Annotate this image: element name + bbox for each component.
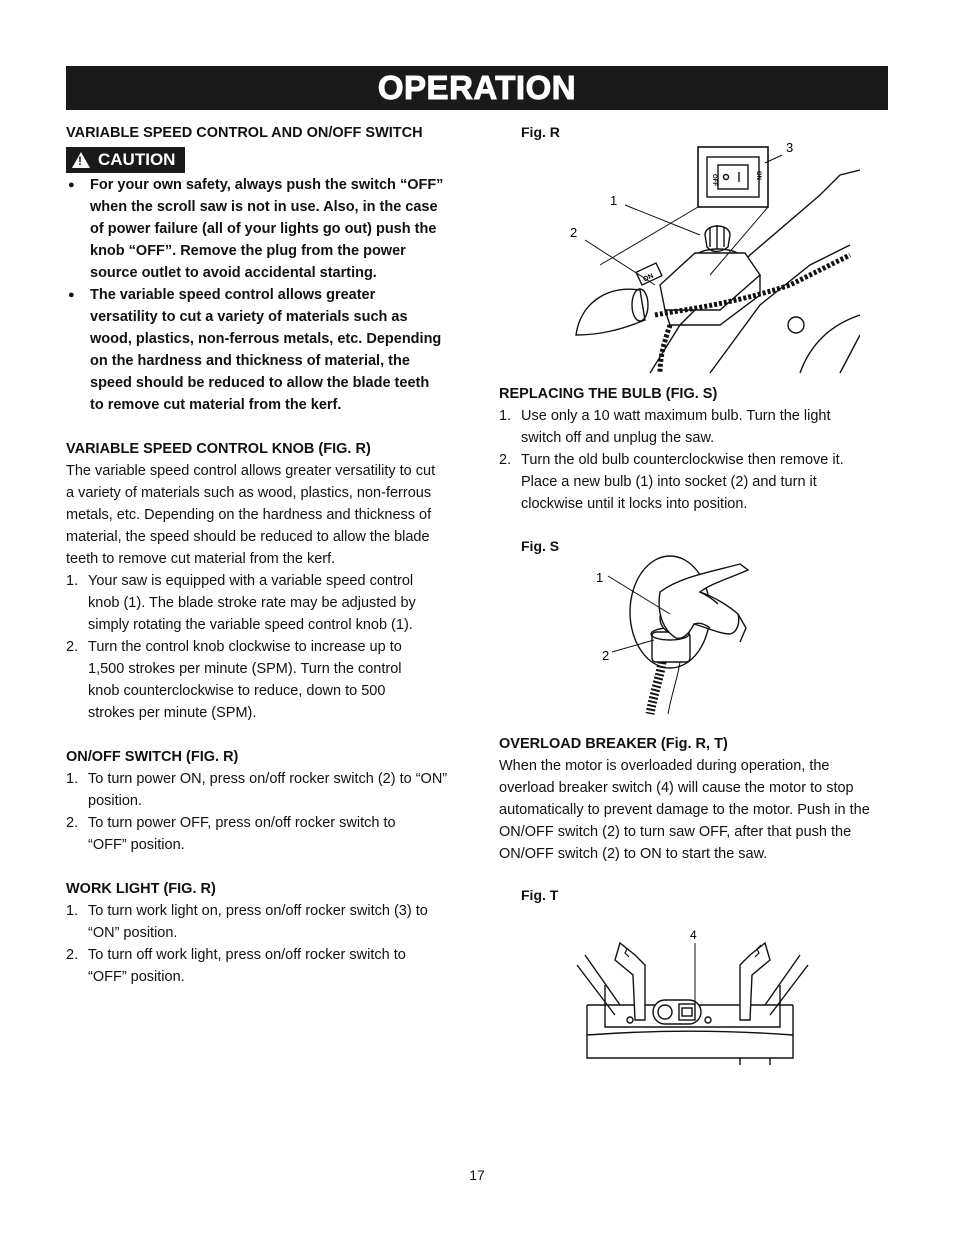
list-item: 1. To turn power ON, press on/off rocker switch (2) to “ON” position. — [66, 768, 458, 812]
section-heading: ON/OFF SWITCH (FIG. R) — [66, 749, 239, 765]
list-item-text: To turn power ON, press on/off rocker switch (2) to “ON” position. — [88, 771, 448, 809]
list-item-text: To turn work light on, press on/off rocker switch (3) to “ON” position. — [88, 903, 428, 941]
list-item-text: Turn the old bulb counterclockwise then remove it. Place a new bulb (1) into socket (2) and turn it clockwise until it locks into position. — [521, 452, 844, 512]
callout-2: 2 — [570, 225, 578, 240]
page-number: 17 — [469, 1167, 485, 1183]
list-item: 2. Turn the control knob clockwise to increase up to 1,500 strokes per minute (SPM). Turn the control knob counterclockwise to reduce, down to 500 strokes per minute (SPM). — [66, 636, 458, 724]
bullet-icon: ● — [68, 289, 75, 301]
list-item-text: To turn power OFF, press on/off rocker switch to “OFF” position. — [88, 815, 396, 853]
overload-section — [499, 733, 891, 865]
callout-2: 2 — [602, 648, 610, 663]
caution-bullet-text: The variable speed control allows greater versatility to cut a variety of materials such as wood, plastics, non-ferrous metals, etc. Depending on the hardness and thickness of material, the speed should be reduced to allow the blade teeth to remove cut material from the kerf. — [90, 287, 442, 413]
list-item: 2. Turn the old bulb counterclockwise then remove it. Place a new bulb (1) into socket (2) and turn it clockwise until it locks into position. — [499, 449, 891, 515]
section-heading: VARIABLE SPEED CONTROL KNOB (FIG. R) — [66, 441, 371, 457]
left-column — [66, 122, 458, 988]
figure-t-illustration — [575, 925, 810, 1065]
caution-label: CAUTION — [98, 150, 176, 169]
page-title: OPERATION — [377, 69, 577, 106]
list-item-text: Turn the control knob clockwise to increase up to 1,500 strokes per minute (SPM). Turn the control knob counterclockwise to reduce, down to 500 strokes per minute (SPM). — [88, 639, 402, 721]
list-item-text: Use only a 10 watt maximum bulb. Turn the light switch off and unplug the saw. — [521, 408, 831, 446]
callout-4: 4 — [690, 928, 697, 942]
list-item: 1. Use only a 10 watt maximum bulb. Turn the light switch off and unplug the saw. — [499, 405, 891, 449]
callout-1: 1 — [610, 193, 618, 208]
switch-off-label: OFF — [711, 174, 717, 186]
figure-r-illustration — [560, 135, 860, 375]
bulb-section — [499, 383, 891, 515]
knob-on-label: ON — [642, 272, 655, 284]
caution-bullet — [66, 174, 458, 284]
figure-label: Fig. R — [521, 124, 560, 140]
section-heading: VARIABLE SPEED CONTROL AND ON/OFF SWITCH — [66, 125, 423, 141]
figure-label: Fig. T — [521, 887, 559, 903]
list-item-text: Your saw is equipped with a variable speed control knob (1). The blade stroke rate may be adjusted by simply rotating the variable speed control knob (1). — [88, 573, 416, 633]
paragraph: When the motor is overloaded during operation, the overload breaker switch (4) will cause the motor to stop automatically to prevent damage to the motor. Push in the ON/OFF switch (2) to turn saw OFF, after that push the ON/OFF switch (2) to ON to start the saw. — [499, 758, 870, 862]
caution-bullet-text: For your own safety, always push the switch “OFF” when the scroll saw is not in use. Also, in the case of power failure (all of your lights go out) push the knob “OFF”. Remove the plug from the power source outlet to avoid accidental starting. — [90, 177, 444, 281]
section-banner — [66, 66, 888, 110]
figure-label: Fig. S — [521, 538, 560, 554]
section-heading: REPLACING THE BULB (FIG. S) — [499, 386, 718, 402]
caution-bullet — [66, 284, 458, 416]
list-item: 1. Your saw is equipped with a variable speed control knob (1). The blade stroke rate may be adjusted by simply rotating the variable speed control knob (1). — [66, 570, 458, 636]
caution-badge — [66, 147, 185, 173]
warning-icon: ! — [72, 152, 90, 168]
list-item: 2. To turn power OFF, press on/off rocker switch to “OFF” position. — [66, 812, 458, 856]
section-heading: WORK LIGHT (FIG. R) — [66, 881, 216, 897]
figure-s-illustration — [590, 552, 750, 717]
list-item-text: To turn off work light, press on/off rocker switch to “OFF” position. — [88, 947, 406, 985]
section-heading: OVERLOAD BREAKER (Fig. R, T) — [499, 736, 728, 752]
list-item: 2. To turn off work light, press on/off rocker switch to “OFF” position. — [66, 944, 458, 988]
callout-1: 1 — [596, 570, 604, 585]
switch-on-label: ON — [755, 171, 761, 180]
paragraph: The variable speed control allows greater versatility to cut a variety of materials such as wood, plastics, non-ferrous metals, etc. Depending on the hardness and thickness of material, the speed should be reduced to allow the blade teeth to remove cut material from the kerf. — [66, 463, 436, 567]
callout-3: 3 — [786, 140, 794, 155]
list-item: 1. To turn work light on, press on/off rocker switch (3) to “ON” position. — [66, 900, 458, 944]
bullet-icon: ● — [68, 179, 75, 191]
